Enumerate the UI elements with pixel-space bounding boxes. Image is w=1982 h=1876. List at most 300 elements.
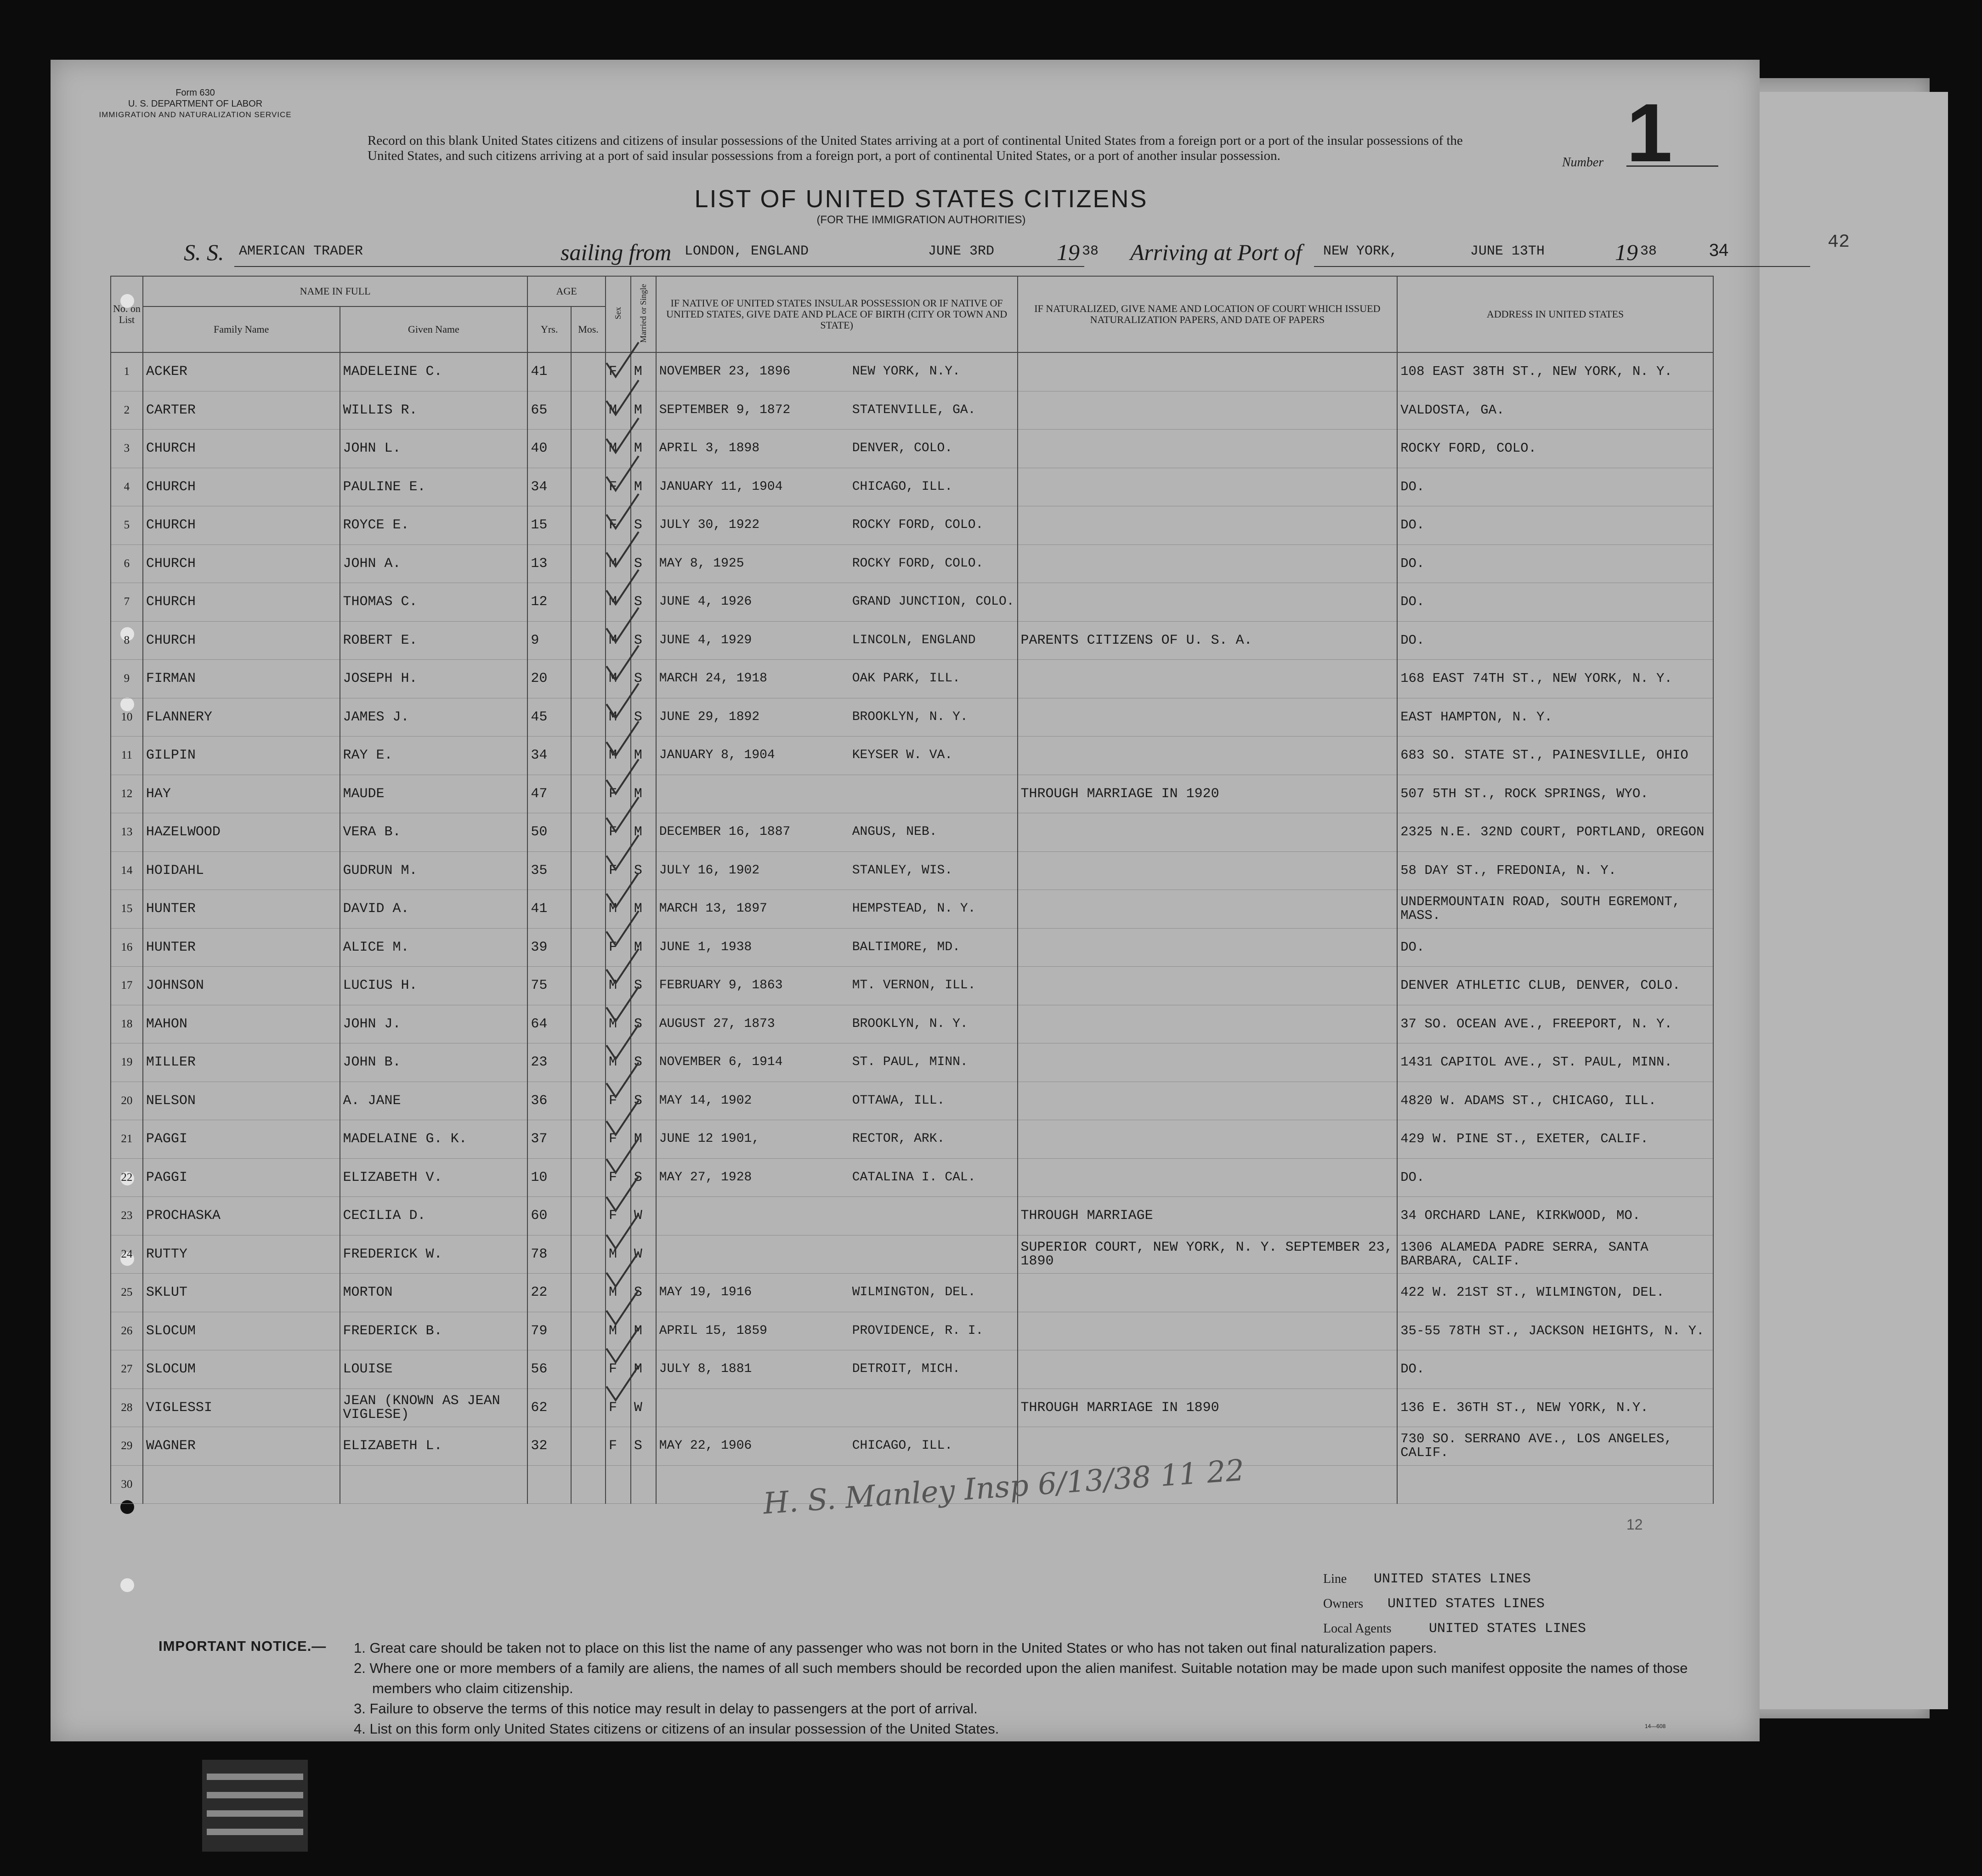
sex: M	[606, 890, 631, 929]
marital-status: M	[631, 813, 656, 852]
birth-info	[656, 621, 1018, 660]
table-row	[111, 621, 1713, 660]
birth-place: NEW YORK, N.Y.	[852, 364, 960, 379]
row-number: 22	[111, 1158, 143, 1197]
table-row	[111, 928, 1713, 967]
checkmark-column	[597, 340, 652, 1411]
header-age: AGE	[527, 276, 606, 306]
arrival-port: NEW YORK,	[1323, 244, 1398, 259]
check-mark	[606, 1214, 639, 1249]
owners-row	[1323, 1592, 1714, 1616]
address: 2325 N.E. 32ND COURT, PORTLAND, OREGON	[1397, 813, 1713, 852]
birth-place: LINCOLN, ENGLAND	[852, 633, 976, 647]
check-mark	[606, 456, 639, 491]
check-mark	[606, 759, 639, 794]
sex: F	[606, 928, 631, 967]
check-mark	[606, 1328, 639, 1362]
birth-info	[656, 698, 1018, 737]
marital-status: S	[631, 506, 656, 545]
given-name: DAVID A.	[340, 890, 528, 929]
line-value: UNITED STATES LINES	[1374, 1571, 1531, 1587]
address: 429 W. PINE ST., EXETER, CALIF.	[1397, 1120, 1713, 1159]
given-name: GUDRUN M.	[340, 851, 528, 890]
birth-place: DETROIT, MICH.	[852, 1362, 960, 1377]
given-name: JAMES J.	[340, 698, 528, 737]
check-mark	[606, 987, 639, 1021]
birth-info	[656, 1005, 1018, 1043]
address: DO.	[1397, 506, 1713, 545]
table-row	[111, 890, 1713, 929]
naturalization	[1018, 890, 1398, 929]
family-name: SKLUT	[143, 1274, 340, 1312]
table-row	[111, 1350, 1713, 1389]
sex: M	[606, 1043, 631, 1082]
check-mark	[606, 911, 639, 946]
age-years	[527, 1465, 571, 1504]
passenger-table	[110, 276, 1727, 1581]
family-name: NELSON	[143, 1082, 340, 1120]
naturalization	[1018, 506, 1398, 545]
agents-row	[1323, 1616, 1714, 1641]
voyage-line	[184, 239, 1746, 271]
age-years: 9	[527, 621, 571, 660]
birth-place: CHICAGO, ILL.	[852, 1439, 953, 1453]
address: UNDERMOUNTAIN ROAD, SOUTH EGREMONT, MASS.	[1397, 890, 1713, 929]
owners-value: UNITED STATES LINES	[1387, 1596, 1545, 1612]
table-row	[111, 544, 1713, 583]
address: 35-55 78TH ST., JACKSON HEIGHTS, N. Y.	[1397, 1312, 1713, 1350]
address: VALDOSTA, GA.	[1397, 391, 1713, 430]
age-years: 56	[527, 1350, 571, 1389]
birth-place: BROOKLYN, N. Y.	[852, 1016, 968, 1031]
age-years: 47	[527, 775, 571, 813]
age-years: 22	[527, 1274, 571, 1312]
birth-info	[656, 544, 1018, 583]
birth-info	[656, 1235, 1018, 1274]
header-mos: Mos.	[571, 306, 606, 352]
birth-date: MAY 14, 1902	[659, 1093, 752, 1108]
sex: F	[606, 851, 631, 890]
line-row	[1323, 1567, 1714, 1592]
address: 34 ORCHARD LANE, KIRKWOOD, MO.	[1397, 1197, 1713, 1236]
birth-place: PROVIDENCE, R. I.	[852, 1323, 984, 1338]
notice-item: 2. Where one or more members of a family are aliens, the names of all such members should be recorded upon the alien manifest. Suitable notation may be made upon such manifest opposite the names of those members who claim citizenship.	[354, 1660, 1688, 1696]
family-name: MAHON	[143, 1005, 340, 1043]
marital-status: S	[631, 583, 656, 622]
given-name: ROYCE E.	[340, 506, 528, 545]
birth-info	[656, 391, 1018, 430]
page-title: LIST OF UNITED STATES CITIZENS	[694, 185, 1148, 213]
marital-status: M	[631, 775, 656, 813]
birth-info	[656, 1312, 1018, 1350]
agents-label: Local Agents	[1323, 1621, 1392, 1636]
marital-status: M	[631, 737, 656, 775]
address	[1397, 1465, 1713, 1504]
given-name: MORTON	[340, 1274, 528, 1312]
row-number: 20	[111, 1082, 143, 1120]
given-name: MADELAINE G. K.	[340, 1120, 528, 1159]
table-row	[111, 1389, 1713, 1427]
age-years: 41	[527, 890, 571, 929]
row-number: 12	[111, 775, 143, 813]
given-name: LOUISE	[340, 1350, 528, 1389]
sex: F	[606, 1197, 631, 1236]
table-row	[111, 1197, 1713, 1236]
naturalization	[1018, 1043, 1398, 1082]
intro-text: Record on this blank United States citizens and citizens of insular possessions of the United States arriving at a port of continental United States from a foreign port or a port of the insular possessions of the United States, and such citizens arriving at a port of said insular possessions from a foreign port, a port of continental United States, or a port of another insular possession.	[368, 133, 1463, 163]
line-owners-agents	[1323, 1567, 1714, 1641]
family-name: CHURCH	[143, 583, 340, 622]
row-number: 13	[111, 813, 143, 852]
arrival-year: 38	[1640, 244, 1657, 259]
given-name: FREDERICK B.	[340, 1312, 528, 1350]
naturalization	[1018, 430, 1398, 468]
sex: F	[606, 1120, 631, 1159]
marital-status: S	[631, 1274, 656, 1312]
age-years: 15	[527, 506, 571, 545]
given-name: VERA B.	[340, 813, 528, 852]
age-years: 12	[527, 583, 571, 622]
birth-info	[656, 430, 1018, 468]
row-number: 11	[111, 737, 143, 775]
naturalization	[1018, 928, 1398, 967]
birth-info	[656, 775, 1018, 813]
notice-item: 4. List on this form only United States citizens or citizens of an insular possession of the United States.	[354, 1721, 999, 1737]
birth-place: BALTIMORE, MD.	[852, 940, 960, 954]
family-name: CHURCH	[143, 468, 340, 506]
table-row	[111, 352, 1713, 391]
address: DO.	[1397, 468, 1713, 506]
sail-year: 38	[1082, 244, 1099, 259]
birth-place: CHICAGO, ILL.	[852, 479, 953, 494]
birth-place: STATENVILLE, GA.	[852, 402, 976, 417]
row-number: 1	[111, 352, 143, 391]
birth-place: WILMINGTON, DEL.	[852, 1285, 976, 1300]
address: DO.	[1397, 1158, 1713, 1197]
family-name: HUNTER	[143, 890, 340, 929]
age-years: 64	[527, 1005, 571, 1043]
age-months	[571, 1465, 606, 1504]
sex	[606, 1465, 631, 1504]
family-name: CHURCH	[143, 430, 340, 468]
birth-place: RECTOR, ARK.	[852, 1132, 945, 1146]
check-mark	[606, 380, 639, 415]
table-row	[111, 967, 1713, 1005]
birth-info	[656, 1043, 1018, 1082]
sex: F	[606, 813, 631, 852]
birth-date: JULY 16, 1902	[659, 863, 760, 878]
given-name: WILLIS R.	[340, 391, 528, 430]
naturalization	[1018, 1350, 1398, 1389]
ship-name: AMERICAN TRADER	[239, 244, 363, 259]
row-number: 30	[111, 1465, 143, 1504]
birth-place: BROOKLYN, N. Y.	[852, 709, 968, 724]
row-number: 21	[111, 1120, 143, 1159]
sex: F	[606, 1427, 631, 1466]
naturalization	[1018, 813, 1398, 852]
row-number: 5	[111, 506, 143, 545]
check-mark	[606, 797, 639, 832]
given-name: ELIZABETH L.	[340, 1427, 528, 1466]
sex: M	[606, 544, 631, 583]
sail-year-prefix: 19	[1057, 239, 1080, 265]
family-name: FLANNERY	[143, 698, 340, 737]
row-number: 28	[111, 1389, 143, 1427]
birth-place: ANGUS, NEB.	[852, 825, 937, 839]
given-name: ELIZABETH V.	[340, 1158, 528, 1197]
age-years: 65	[527, 391, 571, 430]
given-name: JOHN A.	[340, 544, 528, 583]
table-row	[111, 391, 1713, 430]
birth-date: JUNE 4, 1929	[659, 633, 752, 647]
check-mark	[606, 418, 639, 453]
margin-number: 42	[1828, 232, 1850, 253]
count-note: 12	[1626, 1516, 1643, 1533]
sex: F	[606, 1389, 631, 1427]
birth-info	[656, 1120, 1018, 1159]
list-number: 1	[1626, 101, 1718, 167]
row-number: 24	[111, 1235, 143, 1274]
birth-date: MARCH 24, 1918	[659, 671, 767, 686]
birth-place: OAK PARK, ILL.	[852, 671, 960, 686]
table-row	[111, 1274, 1713, 1312]
birth-place: CATALINA I. CAL.	[852, 1170, 976, 1185]
check-mark	[606, 949, 639, 983]
address: DENVER ATHLETIC CLUB, DENVER, COLO.	[1397, 967, 1713, 1005]
age-years: 75	[527, 967, 571, 1005]
birth-place: ROCKY FORD, COLO.	[852, 556, 984, 571]
header-family-name: Family Name	[143, 306, 340, 352]
given-name: JEAN (KNOWN AS JEAN VIGLESE)	[340, 1389, 528, 1427]
birth-date: JANUARY 8, 1904	[659, 748, 775, 763]
given-name: JOHN L.	[340, 430, 528, 468]
sheet-number: 34	[1709, 241, 1729, 260]
birth-date: JUNE 1, 1938	[659, 940, 752, 954]
sex: F	[606, 1082, 631, 1120]
birth-date: MAY 22, 1906	[659, 1439, 752, 1453]
page-subtitle: (FOR THE IMMIGRATION AUTHORITIES)	[816, 214, 1026, 226]
sex: F	[606, 1158, 631, 1197]
check-mark	[606, 684, 639, 718]
address: 108 EAST 38TH ST., NEW YORK, N. Y.	[1397, 352, 1713, 391]
marital-status: W	[631, 1389, 656, 1427]
age-months	[571, 1427, 606, 1466]
check-mark	[606, 835, 639, 870]
family-name: CHURCH	[143, 621, 340, 660]
birth-date: APRIL 3, 1898	[659, 441, 760, 456]
given-name: RAY E.	[340, 737, 528, 775]
marital-status: S	[631, 621, 656, 660]
binder-rings	[202, 1760, 308, 1852]
address: DO.	[1397, 621, 1713, 660]
table-row	[111, 1082, 1713, 1120]
from-port: LONDON, ENGLAND	[685, 244, 809, 259]
table-row	[111, 1043, 1713, 1082]
marital-status: M	[631, 928, 656, 967]
birth-place: KEYSER W. VA.	[852, 748, 953, 763]
address: DO.	[1397, 583, 1713, 622]
marital-status: S	[631, 660, 656, 698]
sex: F	[606, 1350, 631, 1389]
table-row	[111, 660, 1713, 698]
table-row	[111, 1312, 1713, 1350]
naturalization: PARENTS CITIZENS OF U. S. A.	[1018, 621, 1398, 660]
family-name: CHURCH	[143, 544, 340, 583]
owners-label: Owners	[1323, 1597, 1364, 1611]
marital-status: M	[631, 1350, 656, 1389]
check-mark	[606, 721, 639, 756]
check-mark	[606, 646, 639, 680]
address: 422 W. 21ST ST., WILMINGTON, DEL.	[1397, 1274, 1713, 1312]
line-label: Line	[1323, 1572, 1347, 1586]
age-years: 35	[527, 851, 571, 890]
agents-value: UNITED STATES LINES	[1429, 1621, 1586, 1637]
address: 1306 ALAMEDA PADRE SERRA, SANTA BARBARA, CALIF.	[1397, 1235, 1713, 1274]
table-row	[111, 813, 1713, 852]
naturalization	[1018, 1274, 1398, 1312]
marital-status: M	[631, 890, 656, 929]
check-mark	[606, 1100, 639, 1135]
ss-label: S. S.	[184, 239, 224, 265]
given-name: ALICE M.	[340, 928, 528, 967]
age-years: 40	[527, 430, 571, 468]
birth-date: JUNE 12 1901,	[659, 1132, 760, 1146]
check-mark	[606, 873, 639, 907]
family-name: PAGGI	[143, 1158, 340, 1197]
family-name: ACKER	[143, 352, 340, 391]
birth-place: GRAND JUNCTION, COLO.	[852, 595, 1014, 609]
age-years: 36	[527, 1082, 571, 1120]
address: 37 SO. OCEAN AVE., FREEPORT, N. Y.	[1397, 1005, 1713, 1043]
given-name: CECILIA D.	[340, 1197, 528, 1236]
birth-info	[656, 851, 1018, 890]
marital-status: S	[631, 698, 656, 737]
row-number: 16	[111, 928, 143, 967]
table-row	[111, 1235, 1713, 1274]
marital-status: M	[631, 1120, 656, 1159]
check-mark	[606, 494, 639, 528]
given-name: THOMAS C.	[340, 583, 528, 622]
row-number: 26	[111, 1312, 143, 1350]
number-label: Number	[1562, 155, 1604, 170]
naturalization	[1018, 391, 1398, 430]
birth-date: DECEMBER 16, 1887	[659, 825, 791, 839]
address: 4820 W. ADAMS ST., CHICAGO, ILL.	[1397, 1082, 1713, 1120]
row-number: 7	[111, 583, 143, 622]
marital-status: M	[631, 1312, 656, 1350]
row-number: 6	[111, 544, 143, 583]
naturalization	[1018, 967, 1398, 1005]
row-number: 27	[111, 1350, 143, 1389]
family-name: PAGGI	[143, 1120, 340, 1159]
birth-date: MARCH 13, 1897	[659, 901, 767, 916]
row-number: 3	[111, 430, 143, 468]
naturalization	[1018, 660, 1398, 698]
notice-item: 1. Great care should be taken not to place on this list the name of any passenger who was not born in the United States or who has not taken out final naturalization papers.	[354, 1640, 1437, 1656]
family-name: HOIDAHL	[143, 851, 340, 890]
age-years: 39	[527, 928, 571, 967]
birth-info	[656, 967, 1018, 1005]
birth-info	[656, 506, 1018, 545]
birth-place: ROCKY FORD, COLO.	[852, 518, 984, 533]
family-name: HAY	[143, 775, 340, 813]
birth-date: MAY 8, 1925	[659, 556, 744, 571]
marital-status: M	[631, 391, 656, 430]
row-number: 17	[111, 967, 143, 1005]
age-years: 23	[527, 1043, 571, 1082]
given-name: A. JANE	[340, 1082, 528, 1120]
naturalization: THROUGH MARRIAGE	[1018, 1197, 1398, 1236]
birth-date: JULY 30, 1922	[659, 518, 760, 533]
given-name: PAULINE E.	[340, 468, 528, 506]
birth-place: ST. PAUL, MINN.	[852, 1055, 968, 1070]
header-sex: Sex	[606, 276, 631, 352]
address: 136 E. 36TH ST., NEW YORK, N.Y.	[1397, 1389, 1713, 1427]
family-name: VIGLESSI	[143, 1389, 340, 1427]
address: DO.	[1397, 544, 1713, 583]
naturalization	[1018, 352, 1398, 391]
naturalization	[1018, 1120, 1398, 1159]
birth-date: MAY 27, 1928	[659, 1170, 752, 1185]
table-row	[111, 583, 1713, 622]
arrival-date: JUNE 13TH	[1470, 244, 1545, 259]
arriving-label: Arriving at Port of	[1130, 239, 1302, 265]
naturalization	[1018, 1005, 1398, 1043]
row-number: 9	[111, 660, 143, 698]
header-address: ADDRESS IN UNITED STATES	[1397, 276, 1713, 352]
naturalization	[1018, 737, 1398, 775]
row-number: 2	[111, 391, 143, 430]
sex: F	[606, 775, 631, 813]
age-years: 34	[527, 737, 571, 775]
sex: M	[606, 1274, 631, 1312]
birth-date: APRIL 15, 1859	[659, 1323, 767, 1338]
marital-status: M	[631, 430, 656, 468]
birth-info	[656, 468, 1018, 506]
family-name: CARTER	[143, 391, 340, 430]
naturalization	[1018, 468, 1398, 506]
row-number: 18	[111, 1005, 143, 1043]
sex: M	[606, 391, 631, 430]
marital-status: W	[631, 1197, 656, 1236]
marital-status: W	[631, 1235, 656, 1274]
row-number: 29	[111, 1427, 143, 1466]
marital-status: S	[631, 544, 656, 583]
naturalization	[1018, 698, 1398, 737]
sex: F	[606, 468, 631, 506]
header-name-in-full: NAME IN FULL	[143, 276, 527, 306]
given-name: FREDERICK W.	[340, 1235, 528, 1274]
sex: M	[606, 583, 631, 622]
birth-info	[656, 1350, 1018, 1389]
age-years: 45	[527, 698, 571, 737]
sex: M	[606, 1312, 631, 1350]
address: 730 SO. SERRANO AVE., LOS ANGELES, CALIF.	[1397, 1427, 1713, 1466]
birth-info	[656, 1427, 1018, 1466]
given-name: JOSEPH H.	[340, 660, 528, 698]
marital-status: S	[631, 967, 656, 1005]
form-identifier	[92, 87, 299, 120]
check-mark	[606, 342, 639, 377]
family-name: JOHNSON	[143, 967, 340, 1005]
inspector-signature: H. S. Manley Insp 6/13/38 11 22	[762, 1453, 1246, 1521]
check-mark	[606, 608, 639, 642]
header-no: No. on List	[111, 276, 143, 352]
header-married-single: Married or Single	[631, 276, 656, 352]
form-number: Form 630	[176, 88, 215, 98]
marital-status: S	[631, 1427, 656, 1466]
row-number: 14	[111, 851, 143, 890]
